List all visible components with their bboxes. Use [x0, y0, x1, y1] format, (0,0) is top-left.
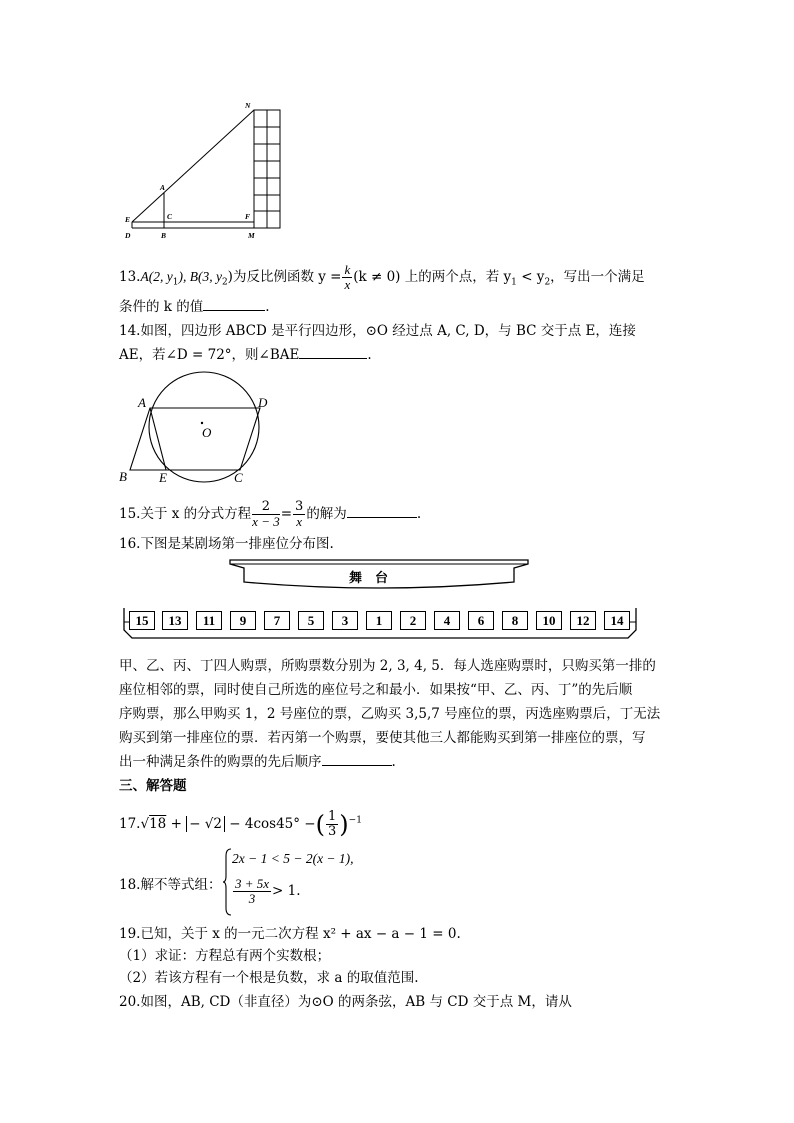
q16-text-line3: 序购票，那么甲购买 1，2 号座位的票，乙购买 3,5,7 号座位的票，丙选座购票后，丁无法 — [119, 706, 661, 722]
label-n: N — [245, 101, 251, 110]
question-17: 17.√18 + − √2 − 4cos45° −( $\frac{1}{3}$ )$^{-1}$ — [119, 809, 362, 839]
section-heading: 三、解答题 — [119, 778, 187, 794]
center-point — [201, 422, 203, 424]
label-m: M — [248, 231, 255, 240]
seat-1: 1 — [366, 611, 392, 630]
label-a: A — [160, 183, 166, 192]
question-16-intro: 16.下图是某剧场第一排座位分布图. — [119, 536, 334, 552]
seat-7: 7 — [264, 611, 290, 630]
label-d: D — [258, 395, 268, 410]
label-b: B — [161, 231, 167, 240]
question-20: 20.如图，AB, CD（非直径）为⊙O 的两条弦，AB 与 CD 交于点 M，请从 — [119, 994, 572, 1010]
q14-answer-blank[interactable] — [299, 358, 367, 359]
question-19-part1: （1）求证：方程总有两个实数根； — [119, 948, 331, 964]
q13-answer-blank[interactable] — [203, 310, 265, 311]
question-15: 15.关于 x 的分式方程 $\frac{2}{x - 3}$ = $\frac{3}{x}$ 的解为 . — [119, 499, 422, 529]
seat-5: 5 — [298, 611, 324, 630]
label-a: A — [138, 395, 146, 410]
q16-text-line1: 甲、乙、丙、丁四人购票，所购票数分别为 2, 3, 4, 5．每人选座购票时，只购买第一排的 — [119, 658, 656, 674]
q16-text-line4: 购买到第一排座位的票．若丙第一个购票，要使其他三人都能购买到第一排座位的票，写 — [119, 730, 646, 746]
seat-12: 12 — [570, 611, 596, 630]
seat-14: 14 — [604, 611, 630, 630]
question-18-prefix: 18.解不等式组： — [119, 877, 222, 893]
seat-10: 10 — [536, 611, 562, 630]
seat-6: 6 — [468, 611, 494, 630]
question-14-line2: AE，若∠D = 72°，则∠BAE . — [119, 347, 372, 363]
q16-answer-blank[interactable] — [322, 765, 392, 766]
label-b: B — [119, 469, 127, 484]
inequality-1: 2x − 1 < 5 − 2(x − 1), — [232, 851, 354, 866]
seat-15: 15 — [129, 611, 155, 630]
k-over-x-fraction: $\frac{k}{x}$ — [344, 262, 351, 292]
label-e: E — [125, 215, 131, 224]
fraction-3-over-x: $\frac{3}{x}$ — [295, 499, 304, 529]
fraction-2-over-x-minus-3: $\frac{2}{x - 3}$ — [252, 499, 280, 529]
label-e: E — [159, 470, 167, 485]
seat-4: 4 — [434, 611, 460, 630]
question-19: 19.已知，关于 x 的一元二次方程 x² + ax − a − 1 = 0. — [119, 926, 461, 942]
seat-8: 8 — [502, 611, 528, 630]
label-d: D — [125, 231, 131, 240]
q15-answer-blank[interactable] — [347, 517, 417, 518]
q16-text-line2: 座位相邻的票，同时使自己所选的座位号之和最小．如果按“甲、乙、丙、丁”的先后顺 — [119, 682, 633, 698]
question-19-part2: （2）若该方程有一个根是负数，求 a 的取值范围. — [119, 970, 419, 986]
seat-11: 11 — [196, 611, 222, 630]
segment-ae — [150, 408, 166, 470]
question-13-line1: 13.A(2, $y_1$), B(3, $y_2$)为反比例函数 y = $\frac{k}{x}$ (k ≠ 0) 上的两个点，若 $y_1 < y_2$，写出一个满足 — [119, 262, 645, 292]
seat-2: 2 — [400, 611, 426, 630]
label-c: C — [234, 470, 243, 485]
label-f: F — [245, 212, 251, 221]
circle-parallelogram-figure — [112, 365, 282, 487]
label-o: O — [202, 425, 212, 440]
question-14-line1: 14.如图，四边形 ABCD 是平行四边形，⊙O 经过点 A, C, D，与 BC 交于点 E，连接 — [119, 323, 636, 339]
question-13-line2: 条件的 k 的值 . — [119, 299, 270, 315]
seat-9: 9 — [230, 611, 256, 630]
q16-text-line5: 出一种满足条件的购票的先后顺序 . — [119, 754, 396, 770]
q13-number: 13. — [119, 269, 141, 285]
seat-3: 3 — [332, 611, 358, 630]
fraction-1-over-3: $\frac{1}{3}$ — [328, 809, 337, 839]
stage-label: 舞 台 — [349, 571, 389, 586]
line-en — [132, 110, 254, 222]
similar-triangles-figure — [120, 98, 290, 246]
seat-13: 13 — [162, 611, 188, 630]
label-c: C — [167, 212, 173, 221]
system-brace — [222, 848, 232, 916]
inequality-2: $\frac{3 + 5x}{3}$ > 1. — [235, 876, 301, 906]
